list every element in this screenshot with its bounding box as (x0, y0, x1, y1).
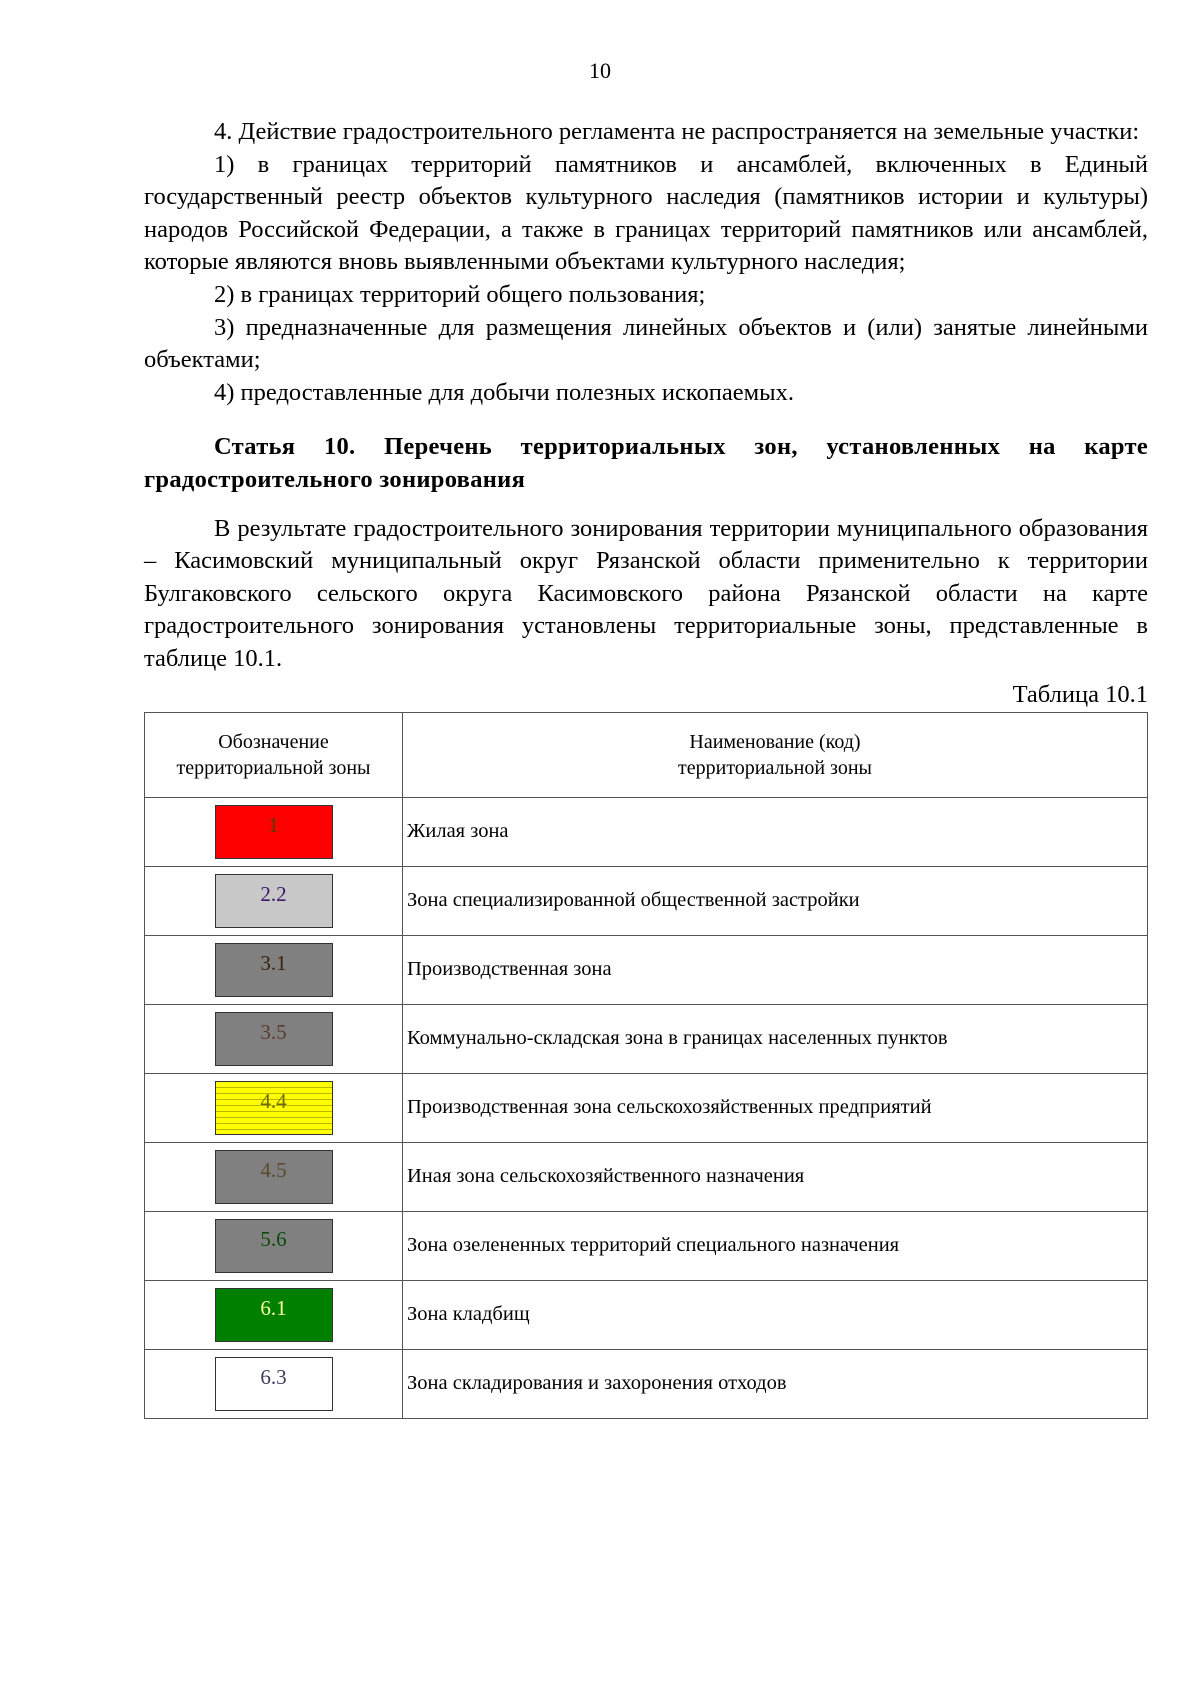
zone-name: Зона кладбищ (403, 1280, 1148, 1349)
zone-name: Зона озелененных территорий специального назначения (403, 1211, 1148, 1280)
zone-swatch-cell (145, 1349, 403, 1418)
zone-swatch-cell (145, 935, 403, 1004)
zone-color-swatch: 3.5 (215, 1012, 333, 1066)
zone-color-swatch: 6.3 (215, 1357, 333, 1411)
list-item: 1) в границах территорий памятников и ансамблей, включенных в Единый государственный реестр объектов культурного наследия (памятников истории и культуры) народов Российской Федерации, а также в границах территорий памятников или ансамблей, которые являются вновь выявленными объектами культурного наследия; (144, 150, 1148, 276)
zone-name: Иная зона сельскохозяйственного назначения (403, 1142, 1148, 1211)
zone-color-swatch: 2.2 (215, 874, 333, 928)
table-row (145, 1280, 1148, 1349)
zone-swatch-cell (145, 1073, 403, 1142)
zone-swatch-cell (145, 866, 403, 935)
header-zone-name (403, 712, 1148, 797)
zones-table (144, 712, 1148, 1419)
zone-name: Производственная зона (403, 935, 1148, 1004)
zone-color-swatch: 1 (215, 805, 333, 859)
table-caption: Таблица 10.1 (1012, 680, 1148, 708)
article-10-heading: Статья 10. Перечень территориальных зон, установленных на карте градостроительного зонирования (144, 433, 1148, 493)
table-row (145, 1142, 1148, 1211)
header-zone-name-line2: территориальной зоны (678, 756, 872, 779)
section-4-intro: 4. Действие градостроительного регламента не распространяется на земельные участки: (214, 118, 1140, 145)
zone-color-swatch: 4.4 (215, 1081, 333, 1135)
zone-swatch-cell (145, 1004, 403, 1073)
table-row (145, 866, 1148, 935)
list-item: 2) в границах территорий общего пользования; (214, 280, 706, 308)
table-row (145, 935, 1148, 1004)
list-item: 4) предоставленные для добычи полезных ископаемых. (214, 378, 794, 406)
table-row (145, 1004, 1148, 1073)
zone-color-swatch: 5.6 (215, 1219, 333, 1273)
zone-name: Зона специализированной общественной застройки (403, 866, 1148, 935)
zone-name: Производственная зона сельскохозяйственных предприятий (403, 1073, 1148, 1142)
zone-swatch-cell (145, 1142, 403, 1211)
table-row (145, 1073, 1148, 1142)
zone-swatch-cell (145, 1211, 403, 1280)
zone-color-swatch: 4.5 (215, 1150, 333, 1204)
zone-swatch-cell (145, 797, 403, 866)
article-10-paragraph: В результате градостроительного зонирования территории муниципального образования – Касимовский муниципальный округ Рязанской области применительно к территории Булгаковского сельского округа Касимовского района Рязанской области на карте градостроительного зонирования установлены территориальные зоны, представленные в таблице 10.1. (144, 514, 1148, 672)
list-item: 3) предназначенные для размещения линейных объектов и (или) занятые линейными объектами; (144, 313, 1148, 374)
page-number: 10 (589, 58, 611, 83)
document-body (144, 116, 1148, 1419)
table-row (145, 1211, 1148, 1280)
table-row (145, 797, 1148, 866)
header-zone-name-line1: Наименование (код) (689, 730, 861, 753)
table-row (145, 1349, 1148, 1418)
zone-name: Зона складирования и захоронения отходов (403, 1349, 1148, 1418)
zone-name: Коммунально-складская зона в границах населенных пунктов (403, 1004, 1148, 1073)
table-header-row (145, 712, 1148, 797)
zone-color-swatch: 3.1 (215, 943, 333, 997)
header-zone-designation: Обозначение территориальной зоны (145, 712, 403, 797)
zone-color-swatch: 6.1 (215, 1288, 333, 1342)
zone-swatch-cell (145, 1280, 403, 1349)
zone-name: Жилая зона (403, 797, 1148, 866)
